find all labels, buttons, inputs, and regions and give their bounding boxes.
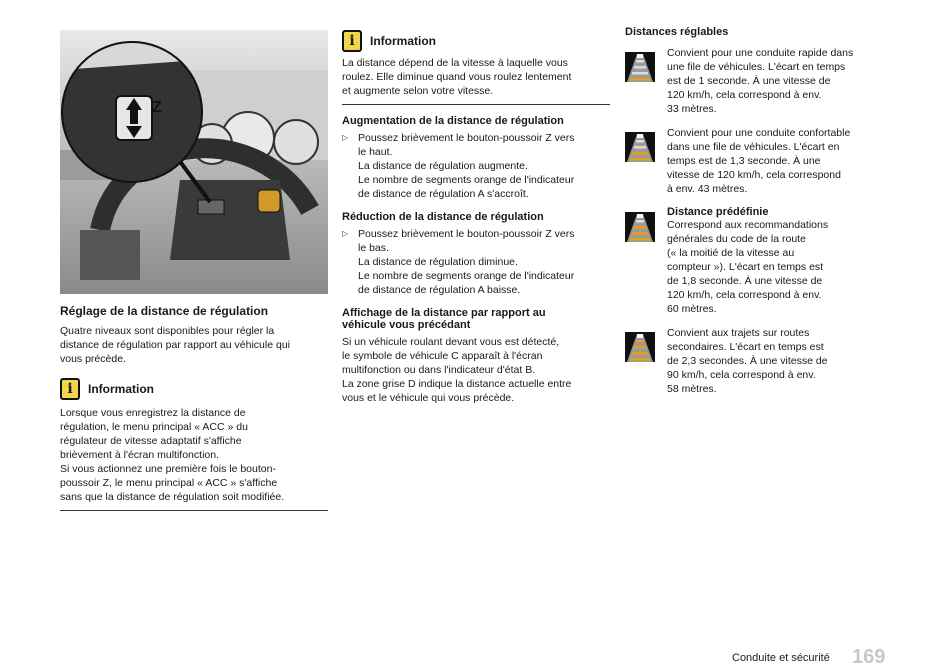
distance-item: Distance prédéfinie Correspond aux recommandations générales du code de la route (« la moitié de la vitesse au compteur »). L'écart en temps est de 1,8 seconde. À une vitesse de 120 km/h, cela correspond à env. 60 mètres. xyxy=(625,206,895,316)
distance-segment xyxy=(632,232,648,235)
info-box-header: i Information xyxy=(342,30,610,52)
distance-indicator-icon xyxy=(625,52,655,82)
footer-section-title: Conduite et sécurité xyxy=(732,652,830,664)
info-box-header: i Information xyxy=(60,378,328,400)
increase-step: ▷ Poussez brièvement le bouton-poussoir Z vers le haut. xyxy=(342,132,575,158)
decrease-heading: Réduction de la distance de régulation xyxy=(342,211,544,223)
info-icon: i xyxy=(60,378,80,400)
page-number: 169 xyxy=(852,646,886,668)
distances-heading: Distances réglables xyxy=(625,26,729,38)
increase-results: La distance de régulation augmente. Le nombre de segments orange de l'indicateur de distance de régulation A s'accroît. xyxy=(358,160,575,200)
distance-segment xyxy=(634,146,646,149)
distance-segment xyxy=(630,158,650,161)
middle-column xyxy=(342,30,610,405)
distance-segment xyxy=(632,152,648,155)
distance-item: Convient pour une conduite confortable dans une file de véhicules. L'écart en temps est de 1,3 seconde. À une vitesse de 120 km/h, cela correspond à env. 43 mètres. xyxy=(625,126,895,196)
distance-segment xyxy=(632,72,648,75)
display-heading: Affichage de la distance par rapport au véhicule vous précédant xyxy=(342,307,546,331)
distance-indicator-icon xyxy=(625,212,655,242)
distance-segment xyxy=(636,140,644,143)
distance-segment xyxy=(632,352,648,355)
step-arrow-icon: ▷ xyxy=(342,229,349,238)
left-column xyxy=(60,304,328,511)
distance-indicator-icon xyxy=(625,332,655,362)
display-text: Si un véhicule roulant devant vous est détecté, le symbole de véhicule C apparaît à l'écran multifonction ou dans l'indicateur d'état B. La zone grise D indique la distance actuelle entre vous et le véhicule qui vous précède. xyxy=(342,336,572,404)
distance-item-title: Distance prédéfinie xyxy=(667,206,769,218)
info-text: Lorsque vous enregistrez la distance de régulation, le menu principal « ACC » du régulateur de vitesse adaptatif s'affiche brièvement à l'écran multifonction. Si vous actionnez une première fois le bouton- poussoir Z, le menu principal « ACC » s'affiche sans que la distance de régulation soit modifiée. xyxy=(60,407,285,503)
info-text: La distance dépend de la vitesse à laquelle vous roulez. Elle diminue quand vous roulez lentement et augmente selon votre vitesse. xyxy=(342,57,572,97)
distance-indicator-icon xyxy=(625,132,655,162)
distance-item: Convient pour une conduite rapide dans une file de véhicules. L'écart en temps est de 1 seconde. À une vitesse de 120 km/h, cela correspond à env. 33 mètres. xyxy=(625,46,895,116)
distance-item: Convient aux trajets sur routes secondaires. L'écart en temps est de 2,3 secondes. À une vitesse de 90 km/h, cela correspond à env. 58 mètres. xyxy=(625,326,895,396)
info-icon: i xyxy=(342,30,362,52)
distance-segment xyxy=(630,358,650,361)
increase-heading: Augmentation de la distance de régulation xyxy=(342,115,564,127)
distance-segment xyxy=(634,346,646,349)
divider xyxy=(60,510,328,511)
distance-segment xyxy=(634,226,646,229)
distance-segment xyxy=(634,66,646,69)
decrease-results: La distance de régulation diminue. Le nombre de segments orange de l'indicateur de distance de régulation A baisse. xyxy=(358,256,575,296)
label-z: Z xyxy=(152,99,162,116)
divider xyxy=(342,104,610,105)
section-heading: Réglage de la distance de régulation xyxy=(60,304,269,318)
right-column xyxy=(625,26,895,406)
distance-segment xyxy=(636,220,644,223)
distance-segment xyxy=(630,78,650,81)
steering-wheel-illustration xyxy=(60,30,328,294)
step-arrow-icon: ▷ xyxy=(342,133,349,142)
decrease-step: ▷ Poussez brièvement le bouton-poussoir Z vers le bas. xyxy=(342,228,575,254)
intro-text: Quatre niveaux sont disponibles pour régler la distance de régulation par rapport au véhicule qui vous précède. xyxy=(60,325,290,365)
distance-segment xyxy=(630,238,650,241)
distance-segment xyxy=(636,340,644,343)
distance-segment xyxy=(636,60,644,63)
